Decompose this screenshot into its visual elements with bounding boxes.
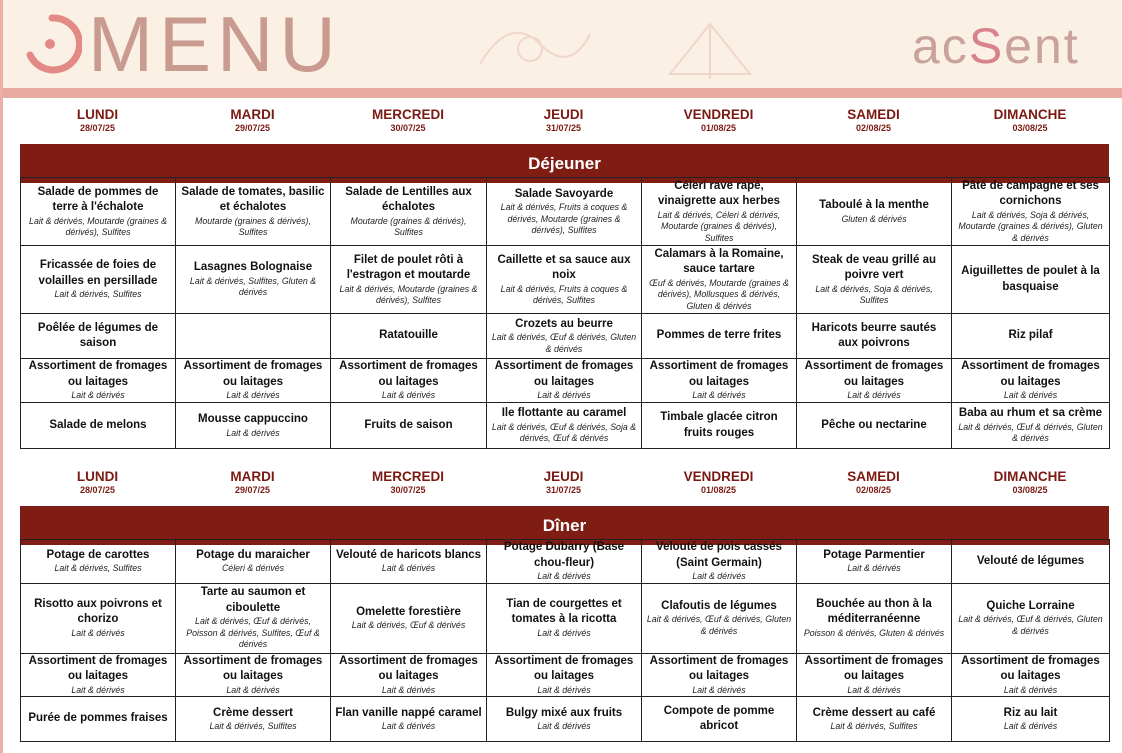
day-name: JEUDI <box>543 469 584 484</box>
day-date: 01/08/25 <box>700 485 737 495</box>
meal-title-lunch: Déjeuner <box>20 144 1109 183</box>
allergen-info: Lait & dérivés, Œuf & dérivés, Poisson & dérivés, Sulfites, Œuf & dérivés <box>186 616 320 650</box>
menu-cell <box>642 540 797 584</box>
day-header <box>951 107 1109 134</box>
day-date: 03/08/25 <box>1012 123 1048 133</box>
allergen-info: Lait & dérivés <box>537 684 591 695</box>
allergen-info: Lait & dérivés <box>71 627 125 638</box>
dish-name: Pommes de terre frites <box>656 329 782 342</box>
menu-cell <box>21 178 176 246</box>
day-name: VENDREDI <box>683 469 754 484</box>
menu-cell <box>797 653 952 697</box>
menu-cell <box>331 314 487 359</box>
menu-cell <box>176 540 331 584</box>
menu-cell <box>797 583 952 653</box>
allergen-info: Lait & dérivés, Œuf & dérivés, Gluten & dérivés <box>646 614 792 636</box>
menu-row <box>21 246 1110 314</box>
day-name: DIMANCHE <box>993 469 1067 484</box>
allergen-info: Œuf & dérivés, Moutarde (graines & dérivés), Mollusques & dérivés, Gluten & dérivés <box>649 277 789 311</box>
menu-cell <box>176 246 331 314</box>
dish-name: Fruits de saison <box>364 418 453 431</box>
allergen-info: Lait & dérivés <box>71 390 125 401</box>
dish-name: Filet de poulet rôti à l'estragon et moutarde <box>346 253 471 281</box>
menu-cell <box>952 359 1110 403</box>
vegetable-illustration-icon <box>470 4 600 84</box>
allergen-info: Lait & dérivés <box>1003 390 1058 401</box>
dish-name: Pêche ou nectarine <box>821 418 927 431</box>
day-name: LUNDI <box>76 469 119 484</box>
menu-cell <box>487 403 642 449</box>
menu-cell <box>797 314 952 359</box>
menu-cell <box>21 583 176 653</box>
menu-cell <box>952 314 1110 359</box>
menu-cell <box>952 540 1110 584</box>
allergen-info: Lait & dérivés <box>537 390 591 401</box>
day-header <box>951 469 1109 496</box>
menu-row <box>21 359 1110 403</box>
menu-cell <box>487 314 642 359</box>
day-date: 01/08/25 <box>700 123 737 133</box>
dish-name: Velouté de haricots blancs <box>335 548 482 561</box>
dish-name: Bulgy mixé aux fruits <box>505 706 623 719</box>
allergen-info: Lait & dérivés <box>381 390 436 401</box>
menu-cell <box>642 583 797 653</box>
menu-row <box>21 540 1110 584</box>
dish-name: Assortiment de fromages ou laitages <box>28 654 168 682</box>
menu-row <box>21 583 1110 653</box>
allergen-info: Lait & dérivés, Soja & dérivés, Sulfites <box>815 283 933 305</box>
menu-cell <box>642 653 797 697</box>
allergen-info: Lait & dérivés, Moutarde (graines & dérivés), Sulfites <box>339 283 478 305</box>
dish-name: Salade de pommes de terre à l'échalote <box>37 185 159 213</box>
dish-name: Ile flottante au caramel <box>501 407 627 420</box>
day-header <box>330 107 486 134</box>
dish-name: Velouté de légumes <box>976 554 1085 567</box>
menu-cell <box>797 178 952 246</box>
dish-name: Quiche Lorraine <box>986 599 1075 612</box>
dish-name: Potage Dubarry (Base chou-fleur) <box>503 541 625 569</box>
menu-cell <box>331 359 487 403</box>
dish-name: Crozets au beurre <box>515 317 613 330</box>
menu-cell <box>176 403 331 449</box>
menu-row <box>21 653 1110 697</box>
day-name: SAMEDI <box>847 107 900 122</box>
menu-row <box>21 697 1110 742</box>
day-header-row <box>20 107 1109 139</box>
menu-cell <box>642 314 797 359</box>
allergen-info: Lait & dérivés, Soja & dérivés, Moutarde (graines & dérivés), Gluten & dérivés <box>958 209 1103 243</box>
menu-cell <box>797 697 952 742</box>
allergen-info: Lait & dérivés, Moutarde (graines & dérivés), Sulfites <box>29 215 167 237</box>
allergen-info: Lait & dérivés <box>1003 721 1058 731</box>
dish-name: Risotto aux poivrons et chorizo <box>34 597 162 626</box>
dish-name: Assortiment de fromages ou laitages <box>183 654 323 682</box>
herb-illustration-icon <box>650 4 790 84</box>
day-header <box>796 107 951 134</box>
dish-name: Crème dessert <box>213 706 293 719</box>
allergen-info: Lait & dérivés, Œuf & dérivés <box>351 620 466 630</box>
day-header <box>486 469 641 496</box>
menu-row <box>21 403 1110 449</box>
dish-name: Riz au lait <box>1003 706 1058 719</box>
lunch-menu-table <box>20 177 1110 449</box>
menu-cell <box>487 697 642 742</box>
menu-cell <box>331 403 487 449</box>
menu-cell <box>21 540 176 584</box>
dish-name: Potage Parmentier <box>823 548 925 561</box>
dish-name: Baba au rhum et sa crème <box>958 407 1103 420</box>
menu-cell <box>21 246 176 314</box>
day-header <box>796 469 951 496</box>
menu-row <box>21 314 1110 359</box>
day-date: 30/07/25 <box>390 123 426 133</box>
menu-cell <box>487 246 642 314</box>
day-name: MERCREDI <box>371 107 444 122</box>
menu-cell <box>21 359 176 403</box>
allergen-info: Lait & dérivés, Œuf & dérivés, Gluten & dérivés <box>958 421 1103 444</box>
day-name: MERCREDI <box>371 469 444 484</box>
dish-name: Assortiment de fromages ou laitages <box>649 654 789 682</box>
menu-cell <box>797 359 952 403</box>
dish-name: Assortiment de fromages ou laitages <box>804 654 944 682</box>
dish-name: Crème dessert au café <box>812 706 936 719</box>
menu-cell <box>642 403 797 449</box>
day-header <box>175 469 330 496</box>
dish-name: Salade de tomates, basilic et échalotes <box>181 185 325 213</box>
menu-title: MENU <box>88 0 342 88</box>
menu-logo-icon <box>22 10 82 85</box>
dish-name: Bouchée au thon à la méditerranéenne <box>816 597 932 626</box>
allergen-info: Lait & dérivés, Sulfites <box>209 721 297 731</box>
allergen-info: Lait & dérivés, Fruits à coques & dérivés, Moutarde (graines & dérivés), Sulfites <box>500 202 628 235</box>
menu-cell <box>952 246 1110 314</box>
day-name: DIMANCHE <box>993 107 1067 122</box>
day-header-row <box>20 469 1109 501</box>
day-date: 28/07/25 <box>79 485 116 495</box>
day-date: 31/07/25 <box>545 123 582 133</box>
allergen-info: Moutarde (graines & dérivés), Sulfites <box>350 215 467 237</box>
menu-cell <box>331 540 487 584</box>
dish-name: Taboulé à la menthe <box>819 199 929 211</box>
dish-name: Riz pilaf <box>1008 329 1053 342</box>
menu-cell <box>952 583 1110 653</box>
day-date: 29/07/25 <box>234 485 271 495</box>
dish-name: Salade de melons <box>49 418 147 431</box>
page-edge <box>0 0 3 753</box>
dish-name: Omelette forestière <box>356 605 461 618</box>
menu-cell <box>331 246 487 314</box>
allergen-info: Lait & dérivés <box>381 684 436 695</box>
dish-name: Potage de carottes <box>46 548 150 561</box>
brand-logo: acSent <box>912 18 1080 74</box>
dish-name: Ratatouille <box>379 329 438 342</box>
dish-name: Compote de pomme abricot <box>663 704 775 732</box>
dish-name: Assortiment de fromages ou laitages <box>183 360 323 388</box>
allergen-info: Gluten & dérivés <box>841 213 907 224</box>
menu-cell <box>642 359 797 403</box>
menu-cell <box>487 540 642 584</box>
dish-name: Mousse cappuccino <box>198 413 308 425</box>
dish-name: Assortiment de fromages ou laitages <box>494 360 634 388</box>
allergen-info: Poisson & dérivés, Gluten & dérivés <box>803 627 945 638</box>
dish-name: Poêlée de légumes de saison <box>37 321 159 349</box>
dish-name: Assortiment de fromages ou laitages <box>28 360 168 388</box>
dish-name: Pâté de campagne et ses cornichons <box>962 179 1099 208</box>
dish-name: Velouté de pois cassés (Saint Germain) <box>656 541 782 569</box>
allergen-info: Céleri & dérivés <box>221 563 285 574</box>
allergen-info: Lait & dérivés <box>381 721 436 731</box>
allergen-info: Lait & dérivés <box>226 427 280 438</box>
menu-cell <box>331 653 487 697</box>
allergen-info: Lait & dérivés <box>692 684 746 695</box>
menu-cell <box>331 583 487 653</box>
day-date: 03/08/25 <box>1012 485 1048 495</box>
allergen-info: Lait & dérivés <box>71 684 125 695</box>
dish-name: Assortiment de fromages ou laitages <box>961 654 1100 682</box>
day-header <box>641 469 796 496</box>
menu-cell <box>176 653 331 697</box>
allergen-info: Lait & dérivés <box>847 390 901 401</box>
dish-name: Assortiment de fromages ou laitages <box>804 360 944 388</box>
allergen-info: Lait & dérivés <box>692 571 746 581</box>
day-name: JEUDI <box>543 107 584 122</box>
menu-cell <box>21 314 176 359</box>
menu-cell <box>487 653 642 697</box>
dish-name: Assortiment de fromages ou laitages <box>339 654 478 682</box>
dish-name: Clafoutis de légumes <box>661 599 777 612</box>
dish-name: Assortiment de fromages ou laitages <box>649 360 789 388</box>
allergen-info: Lait & dérivés <box>537 627 591 638</box>
menu-cell <box>642 697 797 742</box>
dish-name: Purée de pommes fraises <box>28 712 168 725</box>
dinner-menu-table <box>20 539 1110 742</box>
day-date: 02/08/25 <box>855 485 892 495</box>
dish-name: Salade de Lentilles aux échalotes <box>345 185 472 213</box>
day-header <box>20 107 175 134</box>
dish-name: Flan vanille nappé caramel <box>335 706 482 719</box>
allergen-info: Moutarde (graines & dérivés), Sulfites <box>195 215 311 237</box>
menu-cell <box>642 178 797 246</box>
menu-cell <box>176 314 331 359</box>
dish-name: Aiguillettes de poulet à la basquaise <box>961 265 1100 293</box>
dish-name: Tian de courgettes et tomates à la ricotta <box>506 597 622 626</box>
dish-name: Salade Savoyarde <box>514 187 614 200</box>
menu-cell <box>21 697 176 742</box>
day-name: VENDREDI <box>683 107 754 122</box>
day-header <box>330 469 486 496</box>
day-date: 31/07/25 <box>545 485 582 495</box>
menu-cell <box>952 653 1110 697</box>
allergen-info: Lait & dérivés, Sulfites <box>54 563 142 574</box>
allergen-info: Lait & dérivés <box>847 563 901 574</box>
allergen-info: Lait & dérivés <box>537 721 591 731</box>
allergen-info: Lait & dérivés, Fruits à coques & dérivés, Sulfites <box>500 283 628 305</box>
dish-name: Timbale glacée citron fruits rouges <box>660 411 778 439</box>
day-date: 30/07/25 <box>390 485 426 495</box>
header-banner <box>0 0 1122 98</box>
menu-cell <box>642 246 797 314</box>
menu-cell <box>797 246 952 314</box>
allergen-info: Lait & dérivés, Œuf & dérivés, Gluten & dérivés <box>958 614 1103 636</box>
dish-name: Haricots beurre sautés aux poivrons <box>811 321 937 349</box>
menu-cell <box>176 178 331 246</box>
allergen-info: Lait & dérivés <box>847 684 901 695</box>
allergen-info: Lait & dérivés <box>692 390 746 401</box>
day-date: 02/08/25 <box>855 123 892 133</box>
dish-name: Caillette et sa sauce aux noix <box>497 253 631 281</box>
day-header <box>641 107 796 134</box>
dish-name: Lasagnes Bolognaise <box>193 261 313 274</box>
header-stripe <box>0 88 1122 98</box>
allergen-info: Lait & dérivés, Céleri & dérivés, Moutarde (graines & dérivés), Sulfites <box>657 209 781 243</box>
dish-name: Fricassée de foies de volailles en persillade <box>38 259 158 287</box>
dish-name: Assortiment de fromages ou laitages <box>961 360 1100 388</box>
allergen-info: Lait & dérivés, Œuf & dérivés, Gluten & dérivés <box>491 332 637 354</box>
menu-cell <box>952 403 1110 449</box>
dish-name: Assortiment de fromages ou laitages <box>494 654 634 682</box>
day-date: 28/07/25 <box>79 123 116 133</box>
menu-cell <box>952 697 1110 742</box>
allergen-info: Lait & dérivés <box>537 571 591 581</box>
allergen-info: Lait & dérivés <box>226 684 280 695</box>
allergen-info: Lait & dérivés, Sulfites <box>54 289 142 300</box>
menu-cell <box>487 359 642 403</box>
menu-cell <box>797 540 952 584</box>
dish-name: Potage du maraicher <box>196 548 310 561</box>
menu-cell <box>487 178 642 246</box>
menu-cell <box>797 403 952 449</box>
menu-cell <box>21 403 176 449</box>
dish-name: Calamars à la Romaine, sauce tartare <box>654 247 784 276</box>
day-name: MARDI <box>230 107 275 122</box>
menu-cell <box>331 178 487 246</box>
day-header <box>175 107 330 134</box>
day-header <box>20 469 175 496</box>
menu-cell <box>176 583 331 653</box>
allergen-info: Lait & dérivés, Œuf & dérivés, Soja & dérivés, Œuf & dérivés <box>491 421 637 444</box>
meal-title-dinner: Dîner <box>20 506 1109 545</box>
day-date: 29/07/25 <box>234 123 271 133</box>
day-name: LUNDI <box>76 107 119 122</box>
menu-cell <box>21 653 176 697</box>
allergen-info: Lait & dérivés <box>226 390 280 401</box>
day-name: SAMEDI <box>847 469 900 484</box>
allergen-info: Lait & dérivés, Sulfites, Gluten & dérivés <box>189 275 317 298</box>
dish-name: Tarte au saumon et ciboulette <box>200 586 306 614</box>
menu-cell <box>487 583 642 653</box>
dish-name: Céleri rave rapé, vinaigrette aux herbes <box>657 179 781 208</box>
menu-cell <box>176 697 331 742</box>
allergen-info: Lait & dérivés <box>1003 684 1058 695</box>
day-name: MARDI <box>230 469 275 484</box>
menu-row <box>21 178 1110 246</box>
day-header <box>486 107 641 134</box>
dish-name: Steak de veau grillé au poivre vert <box>811 253 936 281</box>
allergen-info: Lait & dérivés <box>381 563 436 574</box>
allergen-info: Lait & dérivés, Sulfites <box>830 721 918 731</box>
dish-name: Assortiment de fromages ou laitages <box>339 360 478 388</box>
menu-cell <box>952 178 1110 246</box>
menu-cell <box>331 697 487 742</box>
menu-cell <box>176 359 331 403</box>
